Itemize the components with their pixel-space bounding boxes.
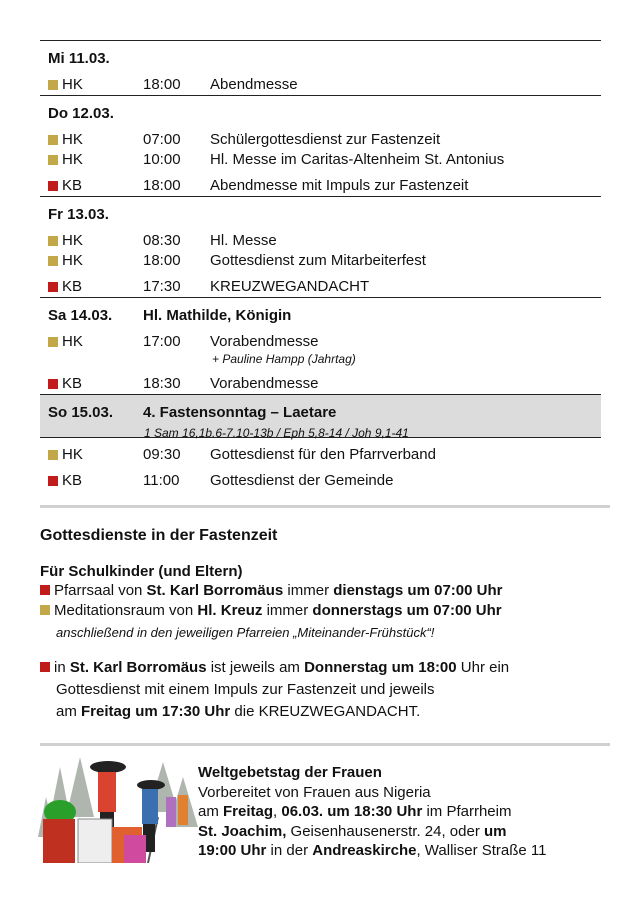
day-header [40,395,601,423]
service-row [40,75,601,95]
service-description: Hl. Messe im Caritas-Altenheim St. Antonius [210,151,505,168]
text-segment: am [56,703,82,720]
service-time: 17:00 [143,333,181,350]
church-marker-icon [48,256,58,266]
text-segment: St. Karl Borromäus [69,659,207,676]
church-code: KB [62,375,83,392]
day-date: Sa 14.03. [48,307,113,324]
event-line [198,841,547,861]
event-line [198,763,382,783]
service-list [40,69,601,95]
text-segment: immer [262,602,313,619]
service-row [40,332,601,352]
day-header [40,41,601,69]
day-block [40,438,601,491]
text-segment: St. Joachim, [198,822,287,840]
church-marker-icon [48,80,58,90]
service-note: + Pauline Hampp (Jahrtag) [212,352,356,366]
day-date: Do 12.03. [48,105,114,122]
text-segment: die KREUZWEGANDACHT. [230,703,421,720]
text-segment: Freitag um 17:30 Uhr [81,703,231,720]
service-list [40,438,601,491]
church-marker-icon [40,585,50,595]
day-block [40,197,601,298]
service-description: Gottesdienst zum Mitarbeiterfest [210,252,426,269]
service-list [40,124,601,196]
service-time: 18:00 [143,76,181,93]
church-marker-icon [48,236,58,246]
day-title: 4. Fastensonntag – Laetare [143,404,337,421]
text-segment: immer [283,582,334,599]
event-line [198,822,506,842]
day-date: Mi 11.03. [48,50,110,67]
church-code: KB [62,177,83,194]
text-segment: Andreaskirche [312,842,417,859]
day-header [40,197,601,225]
day-block [40,395,601,438]
event-line [198,783,431,803]
church-code: HK [62,232,83,249]
text-segment: Meditationsraum von [54,602,198,619]
church-code: HK [62,131,83,148]
service-time: 17:30 [143,278,181,295]
service-time: 09:30 [143,446,181,463]
day-date: Fr 13.03. [48,206,109,223]
church-marker-icon [48,155,58,165]
service-time: 11:00 [143,472,180,489]
paragraph-line [56,702,420,722]
text-segment: im Pfarrheim [422,803,512,820]
day-block [40,41,601,96]
text-segment: Uhr ein [456,659,510,676]
schedule-line [40,581,502,601]
service-description: KREUZWEGANDACHT [210,278,370,295]
schedule-table [40,40,601,491]
text-segment: donnerstags um 07:00 Uhr [312,602,502,619]
service-description: Hl. Messe [210,232,277,249]
day-readings: 1 Sam 16,1b.6-7.10-13b / Eph 5,8-14 / Joh 9,1-41 [144,426,409,440]
text-segment: 19:00 Uhr [198,842,267,859]
service-time: 07:00 [143,131,181,148]
text-segment: Pfarrsaal von [54,582,147,599]
text-segment: , Walliser Straße 11 [416,842,547,859]
service-row [40,150,601,170]
text-segment: 06.03. um 18:30 Uhr [281,803,423,820]
breakfast-note: anschließend in den jeweiligen Pfarreien „Miteinander-Frühstück“! [56,625,435,640]
day-block [40,298,601,395]
service-row [40,471,601,491]
service-row [40,176,601,196]
service-row [40,251,601,271]
text-segment: ist jeweils am [206,659,305,676]
service-time: 08:30 [143,232,181,249]
day-block [40,96,601,197]
text-segment: , [273,803,282,820]
text-segment: Freitag [223,803,274,820]
church-code: HK [62,151,83,168]
text-segment: Donnerstag um 18:00 [304,659,457,676]
paragraph-line [56,680,435,700]
service-description: Abendmesse mit Impuls zur Fastenzeit [210,177,469,194]
service-list [40,225,601,297]
service-row [40,130,601,150]
text-segment: in der [266,842,313,859]
text-segment: am [198,803,224,820]
church-marker-icon [48,135,58,145]
paragraph-line [40,658,509,678]
church-code: HK [62,252,83,269]
text-segment: Gottesdienst mit einem Impuls zur Fastenzeit und jeweils [56,681,435,698]
text-segment: dienstags um 07:00 Uhr [333,582,503,599]
church-code: HK [62,446,83,463]
service-description: Vorabendmesse [210,375,319,392]
divider [40,505,610,508]
church-marker-icon [48,476,58,486]
text-segment: Weltgebetstag der Frauen [198,764,382,781]
text-segment: St. Karl Borromäus [146,582,284,599]
section-subheading: Für Schulkinder (und Eltern) [40,563,243,580]
text-segment: Hl. Kreuz [197,602,263,619]
text-segment: Vorbereitet von Frauen aus Nigeria [198,783,431,801]
text-segment: in [54,659,70,676]
church-marker-icon [48,450,58,460]
service-description: Schülergottesdienst zur Fastenzeit [210,131,441,148]
service-description: Vorabendmesse [210,333,319,350]
church-marker-icon [48,379,58,389]
text-segment: um [483,822,507,840]
text-segment: Geisenhausenerstr. 24, oder [286,822,484,840]
women-illustration [38,757,200,863]
day-header [40,298,601,326]
service-row [40,445,601,465]
schedule-line [40,601,502,621]
church-marker-icon [48,282,58,292]
church-code: KB [62,472,83,489]
church-marker-icon [40,605,50,615]
church-marker-icon [40,662,50,672]
service-description: Abendmesse [210,76,298,93]
church-marker-icon [48,337,58,347]
service-time: 18:30 [143,375,181,392]
church-code: HK [62,76,83,93]
divider [40,743,610,746]
service-row [40,374,601,394]
day-header [40,96,601,124]
service-time: 18:00 [143,177,181,194]
service-row [40,231,601,251]
service-time: 18:00 [143,252,181,269]
church-code: KB [62,278,83,295]
day-title: Hl. Mathilde, Königin [143,307,292,324]
church-code: HK [62,333,83,350]
service-description: Gottesdienst für den Pfarrverband [210,446,436,463]
church-marker-icon [48,181,58,191]
section-heading: Gottesdienste in der Fastenzeit [40,527,278,544]
service-row [40,277,601,297]
service-time: 10:00 [143,151,181,168]
service-list [40,326,601,394]
event-line [198,802,511,822]
service-description: Gottesdienst der Gemeinde [210,472,394,489]
day-date: So 15.03. [48,404,114,421]
